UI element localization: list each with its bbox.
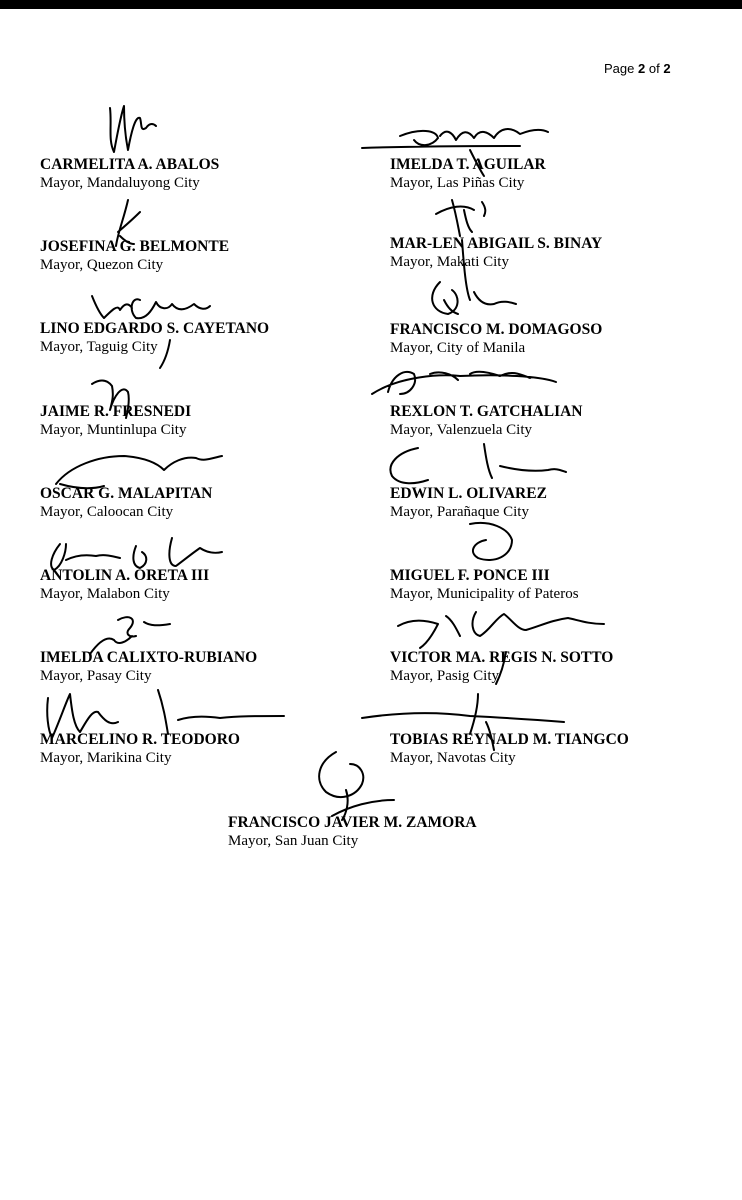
- signatory-title: Mayor, Las Piñas City: [390, 175, 525, 191]
- signatory-name: IMELDA CALIXTO-RUBIANO: [40, 649, 258, 666]
- signatory-name: LINO EDGARDO S. CAYETANO: [40, 320, 270, 337]
- signatory-title: Mayor, Makati City: [390, 254, 509, 270]
- signature-domagoso: [432, 282, 516, 314]
- signature-ponce: [470, 523, 512, 560]
- signatory-title: Mayor, Mandaluyong City: [40, 175, 200, 191]
- signatory-name: JAIME R. FRESNEDI: [40, 403, 192, 420]
- signatory-name: MAR-LEN ABIGAIL S. BINAY: [390, 235, 603, 252]
- signatory-domagoso: [390, 321, 602, 357]
- signature-malapitan: [56, 456, 222, 488]
- signatory-name: EDWIN L. OLIVAREZ: [390, 485, 547, 502]
- signatory-name: TOBIAS REYNALD M. TIANGCO: [390, 731, 629, 748]
- signature-oreta: [51, 538, 222, 570]
- signatory-calixto-rubiano: [40, 649, 257, 685]
- signatory-tiangco: [390, 731, 629, 767]
- signatory-cayetano: [40, 320, 269, 356]
- signatory-title: Mayor, Quezon City: [40, 257, 164, 273]
- signatory-name: FRANCISCO M. DOMAGOSO: [390, 321, 603, 338]
- signatory-title: Mayor, Caloocan City: [40, 504, 174, 520]
- signatory-name: MIGUEL F. PONCE III: [390, 567, 550, 584]
- signatory-name: IMELDA T. AGUILAR: [390, 156, 546, 173]
- signatory-zamora: [228, 814, 477, 850]
- signature-gatchalian: [372, 372, 556, 394]
- signatory-aguilar: [390, 156, 546, 192]
- signature-olivarez: [390, 444, 566, 483]
- signatory-name: JOSEFINA G. BELMONTE: [40, 238, 230, 255]
- page-number: [604, 61, 671, 76]
- signature-abalos: [110, 106, 156, 152]
- signatory-title: Mayor, Valenzuela City: [390, 422, 533, 438]
- signatory-olivarez: [390, 485, 547, 521]
- signatory-malapitan: [40, 485, 212, 521]
- signatory-belmonte: [40, 238, 229, 274]
- signatory-title: Mayor, Pasig City: [390, 668, 499, 684]
- signatory-title: Mayor, Pasay City: [40, 668, 152, 684]
- signatory-binay: [390, 235, 602, 271]
- page-label: Page: [604, 61, 635, 76]
- signatory-sotto: [390, 649, 613, 685]
- signatory-fresnedi: [40, 403, 191, 439]
- signatory-title: Mayor, Navotas City: [390, 750, 516, 766]
- signatory-gatchalian: [390, 403, 583, 439]
- top-border-bar: [0, 0, 742, 9]
- signatory-name: MARCELINO R. TEODORO: [40, 731, 240, 748]
- signatory-name: VICTOR MA. REGIS N. SOTTO: [390, 649, 614, 666]
- signatory-title: Mayor, Municipality of Pateros: [390, 586, 579, 602]
- page-total: 2: [663, 61, 671, 76]
- signature-sotto: [398, 612, 604, 648]
- signatory-name: ANTOLIN A. ORETA III: [40, 567, 210, 584]
- signature-zamora: [319, 752, 394, 820]
- signature-aguilar: [362, 129, 548, 148]
- signatory-oreta: [40, 567, 209, 603]
- signatory-title: Mayor, Taguig City: [40, 339, 158, 355]
- signatory-title: Mayor, Parañaque City: [390, 504, 529, 520]
- page-current: 2: [638, 61, 646, 76]
- signatory-name: REXLON T. GATCHALIAN: [390, 403, 583, 420]
- signatory-title: Mayor, City of Manila: [390, 340, 526, 356]
- signatory-name: FRANCISCO JAVIER M. ZAMORA: [228, 814, 477, 831]
- signatory-title: Mayor, Marikina City: [40, 750, 172, 766]
- signatory-abalos: [40, 156, 219, 192]
- signature-cayetano: [92, 296, 210, 318]
- signatory-ponce: [390, 567, 579, 603]
- signatory-teodoro: [40, 731, 240, 767]
- signatory-name: OSCAR G. MALAPITAN: [40, 485, 213, 502]
- signatory-title: Mayor, Muntinlupa City: [40, 422, 187, 438]
- signatory-title: Mayor, San Juan City: [228, 833, 359, 849]
- signatory-name: CARMELITA A. ABALOS: [40, 156, 220, 173]
- page-of: of: [648, 61, 660, 76]
- signatory-title: Mayor, Malabon City: [40, 586, 170, 602]
